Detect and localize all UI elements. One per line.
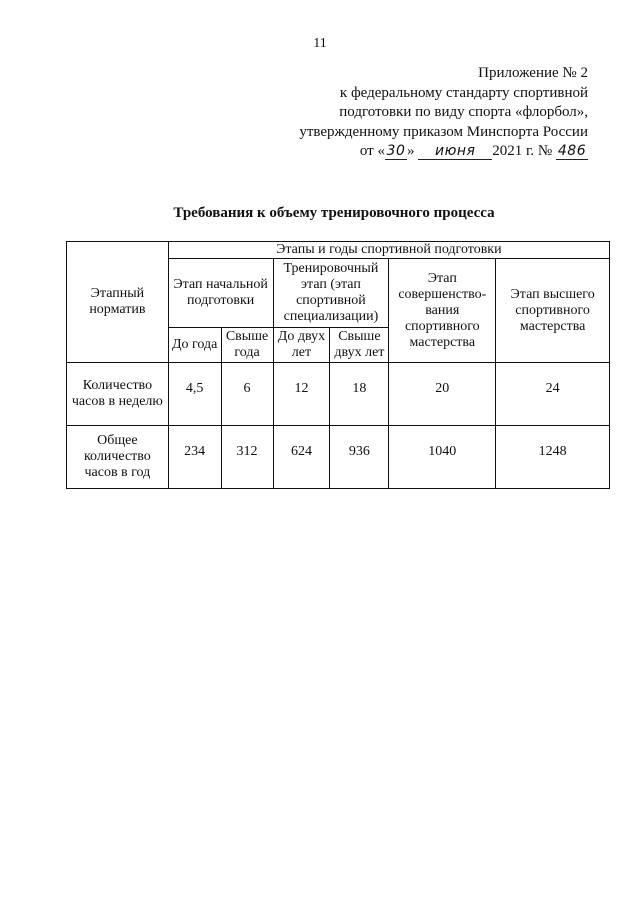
handwritten-order-number: 486 [557, 143, 587, 159]
requirements-table [66, 241, 610, 489]
stage-improvement-cell: Этап совершенство-вания спортивного мастерства [389, 259, 496, 363]
row-label: Количество часов в неделю [67, 363, 169, 426]
appendix-date-line [288, 142, 588, 162]
date-mid: » [406, 143, 415, 159]
table-cell: 936 [330, 426, 389, 489]
handwritten-month: июня [418, 144, 492, 160]
appendix-line-2: к федеральному стандарту спортивной [339, 84, 588, 101]
table-cell: 1040 [389, 426, 496, 489]
table-cell: 18 [330, 363, 389, 426]
document-title: Требования к объему тренировочного процесса [173, 205, 495, 221]
group-header-cell: Этапы и годы спортивной подготовки [168, 242, 609, 259]
stage-highest-cell: Этап высшего спортивного мастерства [496, 259, 610, 363]
table-row [67, 363, 610, 426]
appendix-line-3: подготовки по виду спорта «флорбол», [339, 104, 588, 120]
table-cell: 4,5 [168, 363, 221, 426]
page-number: 11 [313, 36, 327, 51]
stage-training-cell: Тренировочный этап (этап спортивной специализации) [273, 259, 389, 328]
table-cell: 312 [221, 426, 273, 489]
table-row [67, 426, 610, 489]
appendix-header [288, 64, 588, 162]
appendix-line-1: Приложение № 2 [478, 65, 588, 81]
appendix-line-4: утвержденному приказом Минспорта России [299, 123, 588, 140]
table-cell: 6 [221, 363, 273, 426]
sub-training-up-to-two: До двух лет [273, 328, 330, 363]
sub-initial-up-to-year: До года [168, 328, 221, 363]
table-cell: 20 [389, 363, 496, 426]
table-cell: 624 [273, 426, 330, 489]
table-cell: 12 [273, 363, 330, 426]
table-cell: 24 [496, 363, 610, 426]
row-label: Общее количество часов в год [67, 426, 169, 489]
table-cell: 1248 [496, 426, 610, 489]
date-year: 2021 г. № [492, 143, 553, 159]
row-header-cell: Этапный норматив [67, 242, 169, 363]
stage-initial-cell: Этап начальной подготовки [168, 259, 273, 328]
header-row-group [67, 242, 610, 259]
table-cell: 234 [168, 426, 221, 489]
date-prefix: от « [359, 143, 385, 159]
sub-initial-over-year: Свыше года [221, 328, 273, 363]
handwritten-day: 30 [386, 143, 406, 159]
sub-training-over-two: Свыше двух лет [330, 328, 389, 363]
